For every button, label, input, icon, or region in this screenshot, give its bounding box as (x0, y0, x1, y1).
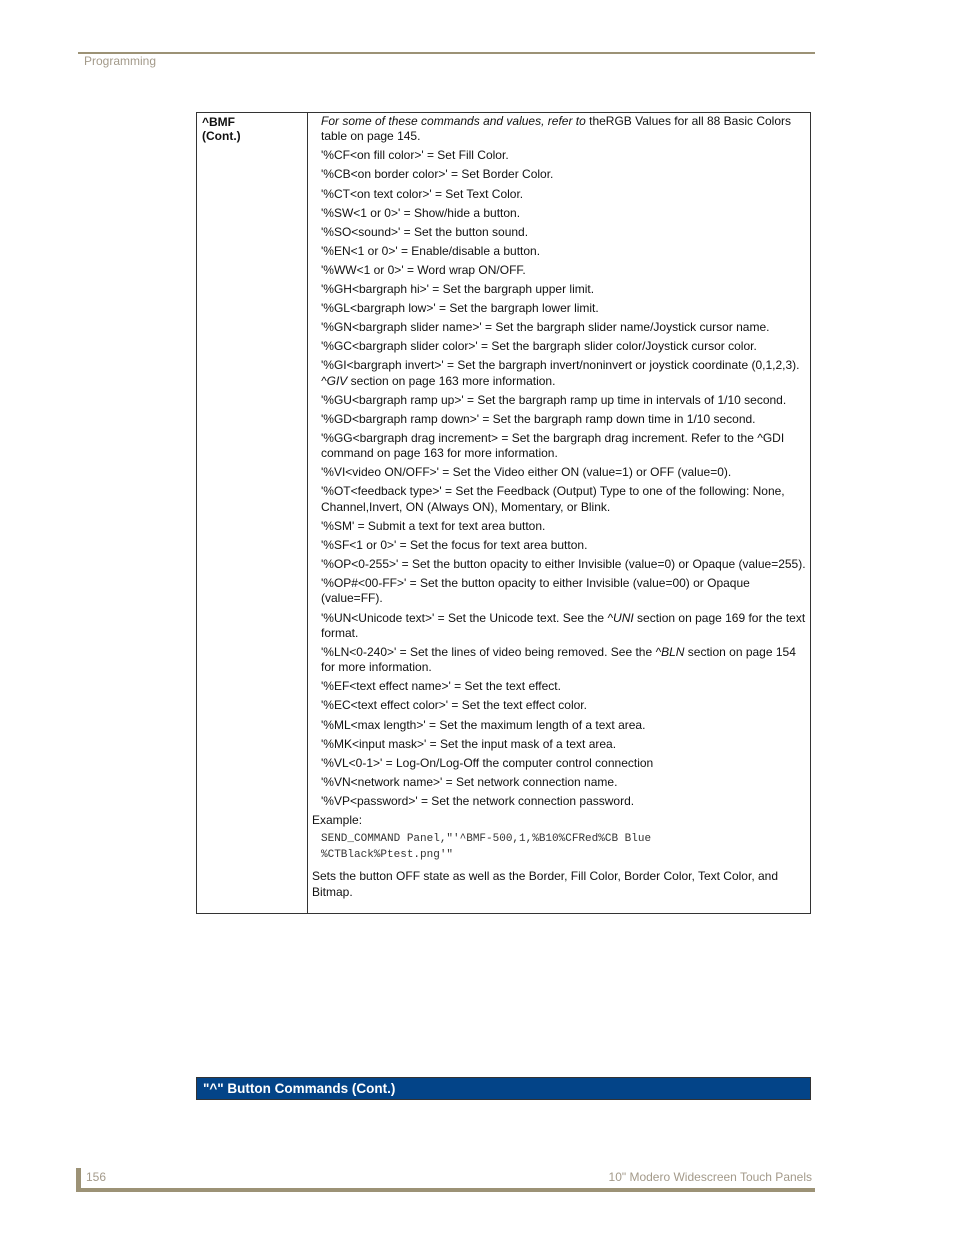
param-item: '%OP<0-255>' = Set the button opacity to either Invisible (value=0) or Opaque (value=255). (321, 557, 806, 572)
command-table (196, 112, 811, 914)
param-item: '%MK<input mask>' = Set the input mask of a text area. (321, 736, 617, 751)
param-item: '%EF<text effect name>' = Set the text effect. (321, 679, 561, 694)
un-text: '%UN<Unicode text>' = Set the Unicode text. See the (321, 610, 608, 625)
intro-rest: theRGB Values for all 88 Basic Colors table on page 145. (321, 114, 791, 144)
param-item: '%VP<password>' = Set the network connection password. (321, 793, 635, 808)
param-item: '%GH<bargraph hi>' = Set the bargraph upper limit. (321, 282, 595, 297)
command-description-cell (312, 114, 806, 904)
ln-text: '%LN<0-240>' = Set the lines of video being removed. See the (321, 644, 656, 659)
example-label: Example: (312, 813, 363, 828)
intro-paragraph (312, 114, 806, 145)
param-item: '%GC<bargraph slider color>' = Set the bargraph slider color/Joystick cursor color. (321, 339, 757, 354)
gi-ref: ^GIV (321, 373, 348, 388)
ln-ref: ^BLN (655, 644, 685, 659)
column-divider (307, 113, 308, 913)
summary-text: Sets the button OFF state as well as the Border, Fill Color, Border Color, Text Color, and Bitmap. (312, 869, 779, 899)
param-item-gi (312, 358, 806, 389)
param-item: '%VI<video ON/OFF>' = Set the Video either ON (value=1) or OFF (value=0). (321, 465, 732, 480)
param-item-ln (312, 645, 806, 676)
intro-italic: For some of these commands and values, refer to (321, 114, 590, 128)
param-item: '%SF<1 or 0>' = Set the focus for text area button. (321, 537, 588, 552)
un-ref: ^UNI (607, 610, 634, 625)
param-item: '%CT<on text color>' = Set Text Color. (321, 186, 524, 201)
running-header: Programming (84, 54, 157, 68)
param-item: '%SW<1 or 0>' = Show/hide a button. (321, 205, 521, 220)
command-name-cell (202, 115, 241, 143)
param-item: '%GD<bargraph ramp down>' = Set the bargraph ramp down time in 1/10 second. (321, 411, 756, 426)
param-item: '%GG<bargraph drag increment> = Set the bargraph drag increment. Refer to the ^GDI command on page 163 for more information. (321, 431, 785, 461)
param-item: '%OT<feedback type>' = Set the Feedback (Output) Type to one of the following: None, Channel,Invert, ON (Always ON), Momentary, or Blink. (321, 484, 785, 514)
page-number: 156 (86, 1170, 107, 1184)
footer-rule (78, 1188, 815, 1192)
un-text-post: section on page 169 for the text format. (321, 610, 806, 640)
param-item: '%CF<on fill color>' = Set Fill Color. (321, 148, 509, 163)
param-item: '%VL<0-1>' = Log-On/Log-Off the computer control connection (321, 755, 654, 770)
param-item: '%ML<max length>' = Set the maximum length of a text area. (321, 717, 646, 732)
command-name-cont: (Cont.) (202, 129, 241, 143)
param-item: '%GU<bargraph ramp up>' = Set the bargraph ramp up time in intervals of 1/10 second. (321, 392, 787, 407)
gi-text-post: section on page 163 more information. (347, 373, 556, 388)
header-rule (78, 52, 815, 54)
param-item: '%VN<network name>' = Set network connection name. (321, 774, 618, 789)
param-item: '%GL<bargraph low>' = Set the bargraph lower limit. (321, 301, 599, 316)
param-item: '%CB<on border color>' = Set Border Color. (321, 167, 554, 182)
section-title-bar: "^" Button Commands (Cont.) (196, 1077, 811, 1100)
param-item: '%GN<bargraph slider name>' = Set the bargraph slider name/Joystick cursor name. (321, 320, 770, 335)
param-item: '%SM' = Submit a text for text area button. (321, 518, 546, 533)
command-name: ^BMF (202, 115, 235, 129)
document-title: 10" Modero Widescreen Touch Panels (608, 1170, 812, 1184)
param-item: '%WW<1 or 0>' = Word wrap ON/OFF. (321, 262, 526, 277)
param-item: '%EC<text effect color>' = Set the text effect color. (321, 698, 587, 713)
param-item-un (312, 611, 806, 642)
param-item: '%EN<1 or 0>' = Enable/disable a button. (321, 243, 541, 258)
gi-text: '%GI<bargraph invert>' = Set the bargraph invert/noninvert or joystick coordinate (0,1,2,3). (321, 358, 800, 373)
param-item: '%OP#<00-FF>' = Set the button opacity to either Invisible (value=00) or Opaque (value=FF). (321, 576, 750, 606)
param-item: '%SO<sound>' = Set the button sound. (321, 224, 529, 239)
example-code: SEND_COMMAND Panel,"'^BMF-500,1,%B10%CFRed%CB Blue %CTBlack%Ptest.png'" (321, 833, 652, 861)
ln-text-post: section on page 154 for more information. (321, 644, 796, 675)
